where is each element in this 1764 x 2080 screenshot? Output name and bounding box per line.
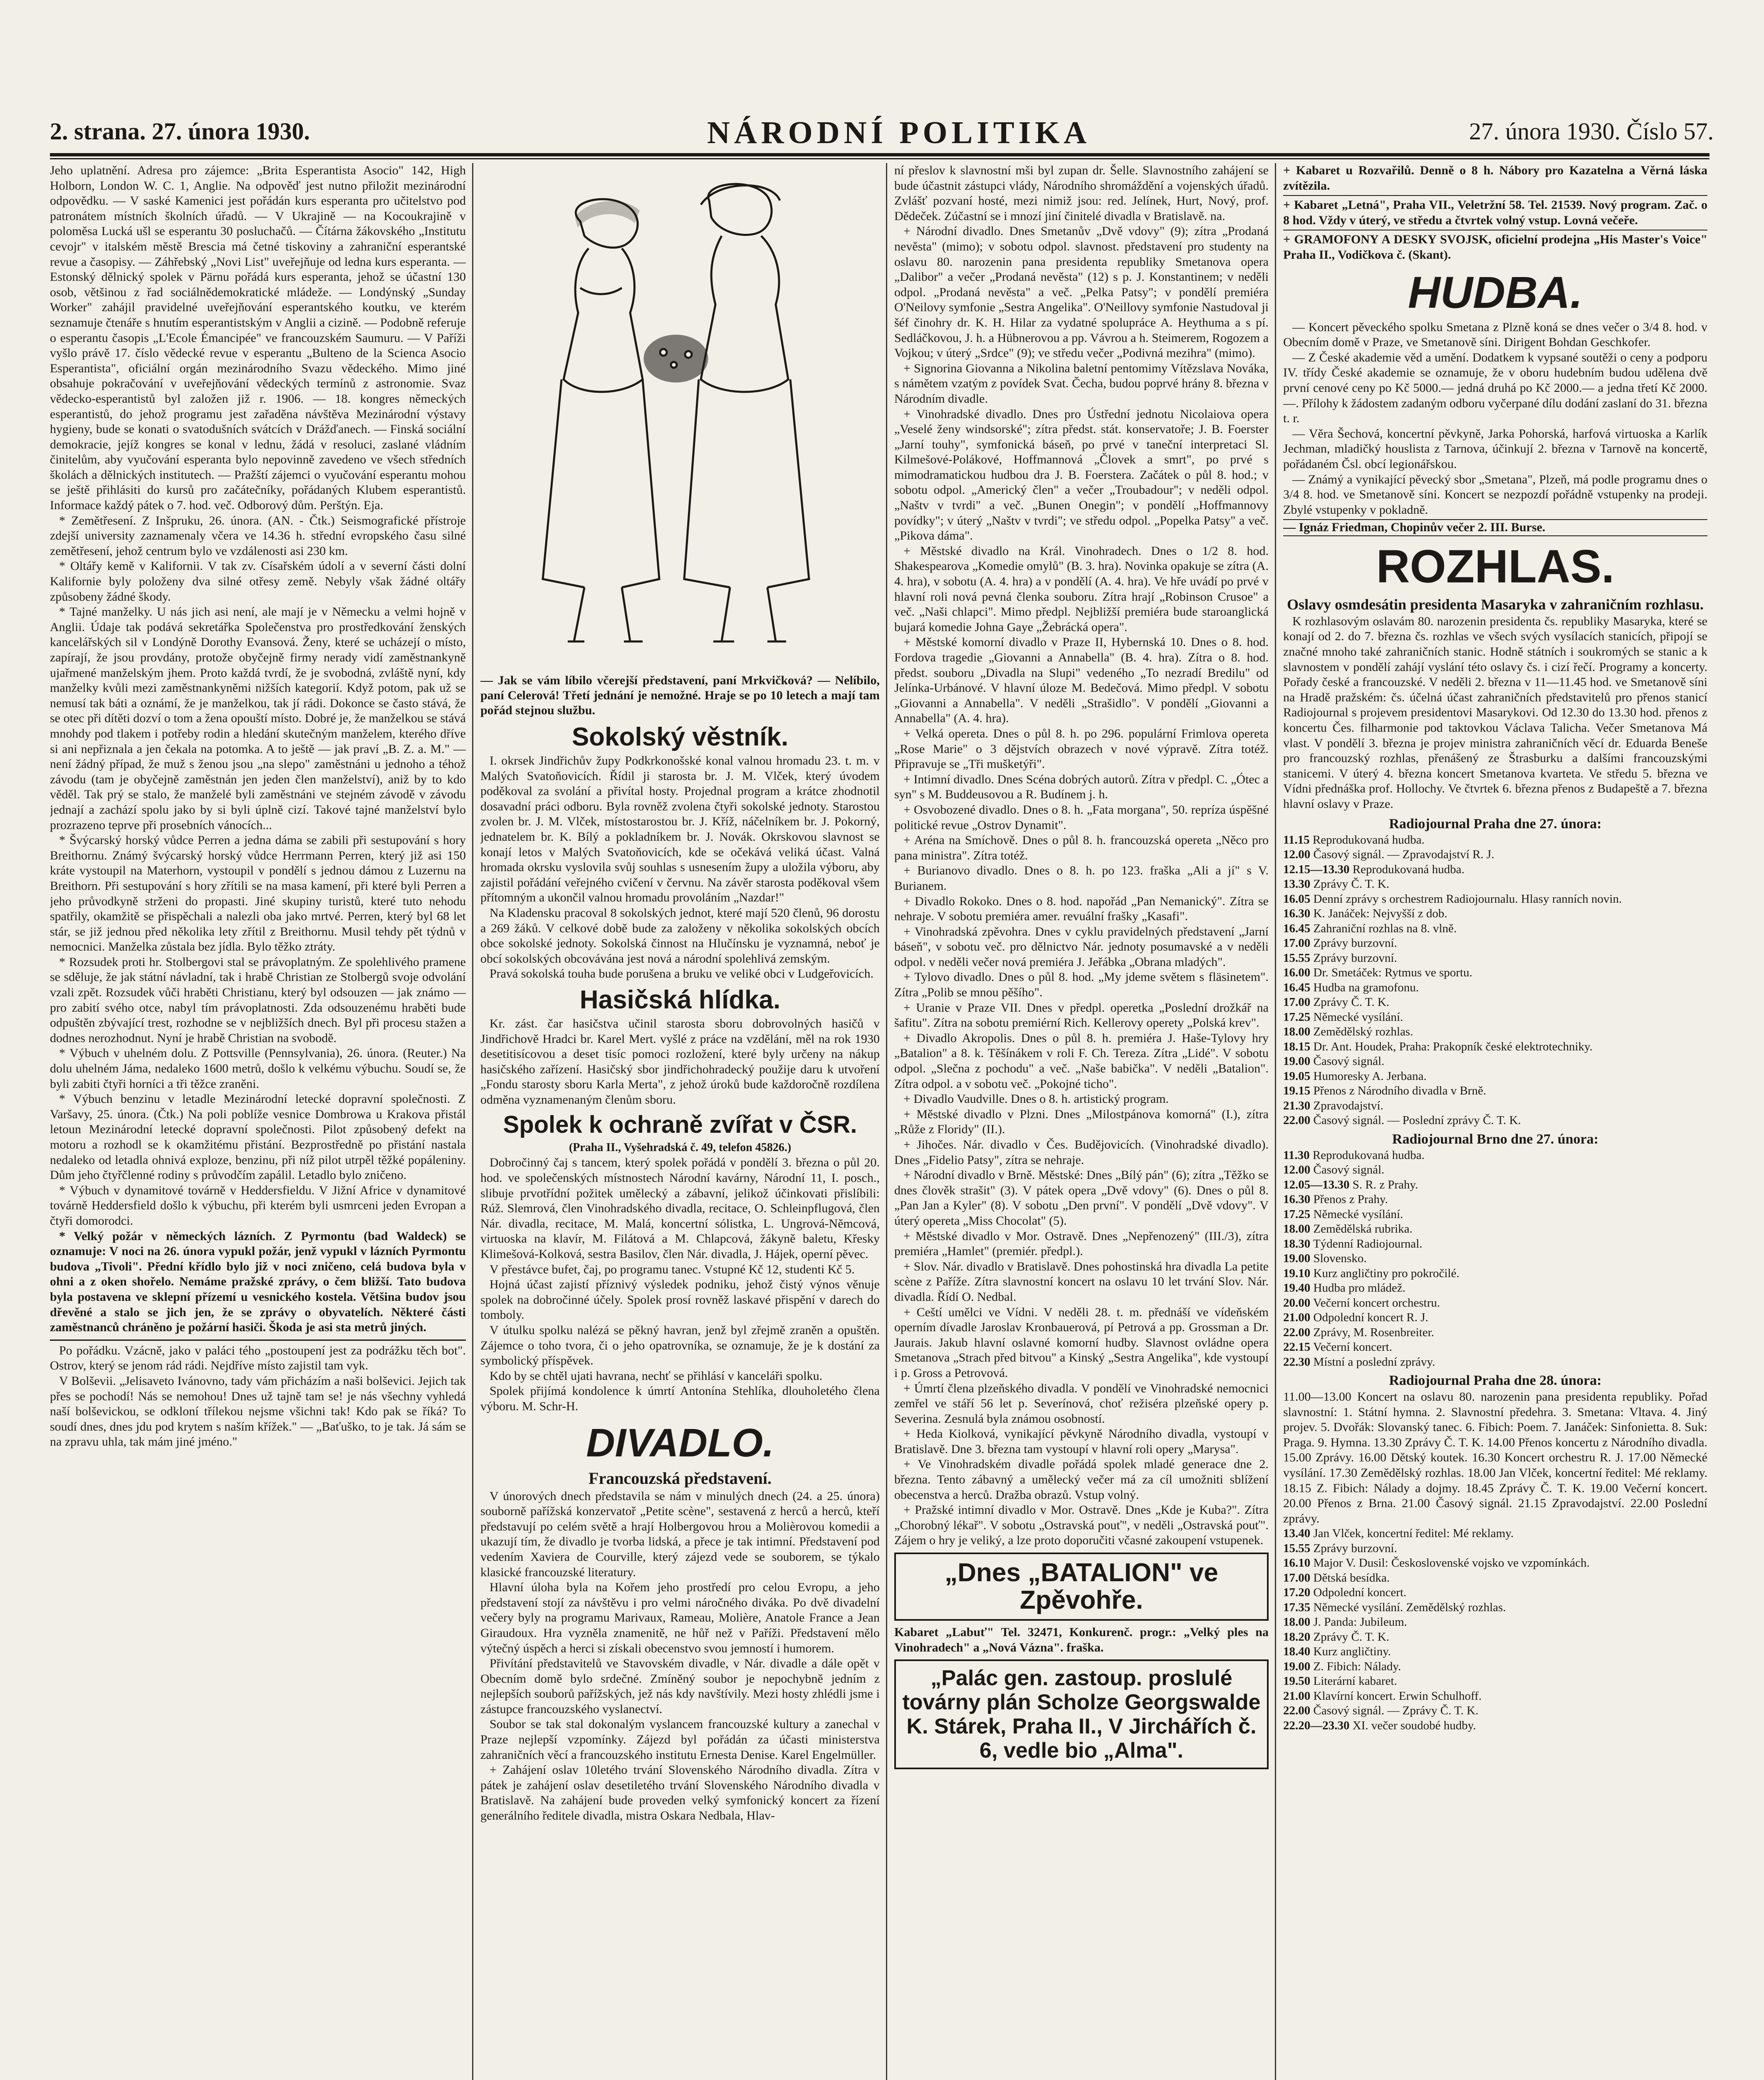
schedule-row — [1283, 1281, 1707, 1296]
schedule-row — [1283, 1099, 1707, 1114]
schedule-row — [1283, 1718, 1707, 1733]
schedule-time: 12.05—13.30 — [1283, 1178, 1350, 1191]
music-item: — Věra Šechová, koncertní pěvkyně, Jarka Pohorská, harfová virtuoska a Karlík Jechman, mladičký houslista z Tarnova, účinkují 2. března v Tarnově na koncertě, pořádaném Čsl. obcí legionářskou. — [1283, 426, 1707, 471]
schedule-program: Německé vysílání. — [1313, 1010, 1403, 1024]
theatre-program-item: + Osvobozené divadlo. Dnes o 8. h. „Fata morgana", 50. repríza úspěšné politické revue „Ostrov Dynamit". — [894, 802, 1269, 832]
theatre-review: V únorových dnech představila se nám v minulých dnech (24. a 25. února) souborně pařížská konzervatoř „Petite scène", sestavená z herců a herců, kteří představují po celém světě a hrají Holbergovou hrou a Molièrovou komedii a ukazují tím, že divadlo je tvorba lidská, a přece je tak intimní. Představení pod vedením Xaviera de Courville, který zájezd vede se souborem, se týkalo klasické francouzské literatury. — [480, 1489, 880, 1579]
column-2 — [480, 163, 880, 2080]
theatre-program-item: + Divadlo Vaudville. Dnes o 8. h. artistický program. — [903, 1092, 1169, 1106]
schedule-row — [1283, 1541, 1707, 1556]
schedule-row — [1283, 1163, 1707, 1178]
section-heading-hasic: Hasičská hlídka. — [579, 985, 781, 1014]
schedule-program: Časový signál. — [1313, 1055, 1385, 1068]
news-item: * Tajné manželky. U nás jich asi není, ale mají je v Německu a velmi hojně v Anglii. Údaje tak podává sekretářka Společenstva pro prostředkování ženských kancelářských sil v Londýně Dorothy Evansová. Ženy, které se ucházejí o místo, zapírají, že jsou provdány, protože obyčejně firmy nerady vidí zaměstnankyně ujařmené manželským jhem. Proto každá tvrdí, že je svobodná, zvláště nyní, kdy manželky kvůli mezi zaměstnankyněmi nižších kategorií. Když potom, pak už se nemusí tak báti a oznámí, že je manželkou, tak jí rádi. Dokonce se často stává, že se otec při dítěti dozví o tom a žena opouští místo. Dobré je, že manželkou se stává mnohdy pod tlakem i potřeby rodin a hledání skutečným manželem, kterého dříve si ani nepřiznala a jen čekala na potomka. A to ještě — jak praví „B. Z. a. M." — není žádný případ, že muž s ženou jsou „na slepo" zaměstnáni u jednoho a téhož závodu (tam je obyčejně zaměstnán jen jeden člen manželství), aniž by to kdo věděl. Tak prý se stalo, že manželé byli zaměstnáni ve stejném závodě v závodu jednají a zachází spolu jako by si byli úplně cizí. Takové tajné manželství bylo prozrazeno teprve při prosebních vánocích... — [50, 605, 466, 832]
theatre-program-item: + Divadlo Rokoko. Dnes o 8. hod. napořád „Pan Nemanický". Zítra se nehraje. V sobotu premiéra amer. revuální frašky „Kasafi". — [894, 894, 1269, 924]
schedule-row — [1283, 995, 1707, 1010]
schedule-row — [1283, 906, 1707, 921]
humor-item: V Bolševii. „Jelisaveto Ivánovno, tady vám přicházím a naši bolševici. Jejich tak přes se pochodí! Nás se nemohou! Dnes už tajně tam se! je nás všechny vyhledá naší bolševickou, se odkloní třílekou nejsme všichni tak! Kdo pak se říká? To soudí dnes, dnes jdu pod krytem s naším křížek." — „Baťuško, to je tak. Já sám se na zpravu uhla, tak mám jiné jméno." — [50, 1374, 466, 1449]
column-3 — [894, 163, 1269, 2080]
schedule-program: Přenos z Prahy. — [1313, 1193, 1388, 1206]
schedule-row — [1283, 1084, 1707, 1099]
schedule-heading-praha-28: Radiojournal Praha dne 28. února: — [1389, 1373, 1602, 1389]
ad-kabaret-rozvaril: + Kabaret u Rozvařilů. Denně o 8 h. Nábory pro Kazatelna a Věrná láska zvítězila. — [1283, 163, 1707, 193]
schedule-time: 16.10 — [1283, 1556, 1311, 1570]
schedule-time: 19.00 — [1283, 1055, 1311, 1068]
schedule-row — [1283, 1222, 1707, 1237]
section-rule — [50, 1340, 466, 1341]
schedule-row — [1283, 1600, 1707, 1615]
schedule-row — [1283, 936, 1707, 951]
spolek-item: Dobročinný čaj s tancem, který spolek pořádá v pondělí 3. března o půl 20. hod. ve společenských místnostech Národní kavárny, Národní 11, I. posch., slibuje prvotřídní požitek umělecký a zábavní, jelikož účinkovati přislíbili: Rúž. Slemrová, člen Vinohradského divadla, recitace, O. Schleinpflugová, člen Nár. divadla, recitace, M. Malá, koncertní sólistka, L. Ungrová-Němcová, virtuoska na klavír, M. Filátová a M. Chlapcová, žákyně baletu, Křesky Klimešová-Kolková, sestra Basilov, člen Nár. divadla, J. Hájek, operní pěvec. — [480, 1156, 880, 1261]
spolek-item: V útulku spolku nalézá se pěkný havran, jenž byl zřejmě zraněn a opuštěn. Zájemce o toho tvora, či o jeho opatrovníka, se oznamuje, že je k dostání za symbolický příspěvek. — [480, 1323, 880, 1368]
schedule-program: Zprávy, M. Rosenbreiter. — [1313, 1325, 1434, 1339]
schedule-row — [1283, 1237, 1707, 1252]
theatre-program-item: + Velká operetа. Dnes o půl 8. h. po 296. populární Frimlova opereta „Rose Marie" o 3 dějstvích obrazech v nové výpravě. Zítra totéž. Připravuje se „Tři mušketýři". — [894, 726, 1269, 771]
schedule-row — [1283, 862, 1707, 877]
schedule-row — [1283, 1659, 1707, 1674]
music-item: — Z České akademie věd a umění. Dodatkem k vypsané soutěži o ceny a podporu IV. třídy České akademie se oznamuje, že v oboru hudebním budou udělena dvě první cenové ceny po Kč 5000.— jedná druhá po Kč 2000.— a jedna třetí Kč 2000.—. Přílohy k žádostem zadaným odboru vyčerpané dílu dodání zaslaní do 31. března t. r. — [1283, 350, 1707, 426]
schedule-time: 18.30 — [1283, 1237, 1311, 1250]
schedule-time: 12.00 — [1283, 1163, 1311, 1177]
theatre-program-item: + Heda Kiolková, vynikající pěvkyně Národního divadla, vystoupí v Bratislavě. Dne 3. března tam vystoupí v hlavní roli opery „Marysa". — [894, 1427, 1269, 1456]
column-1 — [50, 163, 466, 2080]
rozhlas-article: K rozhlasovým oslavám 80. narozenin presidenta čs. republiky Masaryka, které se konají od 2. do 7. března čs. rozhlas ve všech svých vysílacích stanicích, připojí se značné mnoho také zahraničních stanic. Hodně státních i soukromých se stanic a k slavnostem v pondělí zahájí vyslání této oslavy čs. i cizí řečí. Programy a koncerty. Pořady české a francouzské. V neděli 2. března v 11—11.45 hod. ve Smetanově síni na Hradě pražském: čs. účelná účast zahraničních představitelů pro přenos stanicí Radiojournal s projevem presidentovi Masarykovi. Od 12.30 do 13.30 hod. přenos z koncertu Čes. filharmonie pod taktovkou Václava Talicha. Večer Smetanova Má vlast. V pondělí 3. března je projev ministra zahraničních věcí dr. Eduarda Beneše pro francouzský rozhlas, přenášený ze Štrasburku a dalšími francouzskými stanicemi. V úterý 4. března koncert Smetanova kvarteta. Ve středu 5. března ve Vídni přednáška prof. Hollochy. Ve čtvrtek 6. března přenos z Budapeště a 7. března hlavní oslavy v Praze. — [1283, 614, 1707, 811]
schedule-row — [1283, 1192, 1707, 1207]
schedule-time: 17.00 — [1283, 936, 1311, 950]
schedule-program: Dr. Smetáček: Rytmus ve sportu. — [1313, 966, 1472, 980]
schedule-row — [1283, 1178, 1707, 1193]
schedule-time: 19.00 — [1283, 1252, 1311, 1265]
news-item: * Zemětřesení. Z Inšpruku, 26. února. (AN. - Čtk.) Seismografické přístroje zdejší university zaznamenaly včera ve 14.36 h. střední evropského času silné zemětřesení, jehož centrum bylo ve vzdálenosti asi 230 km. — [50, 513, 466, 558]
ad-gramofony: + GRAMOFONY A DESKY SVOJSK, oficielní prodejna „His Master's Voice" Praha II., Vodičkova č. (Skant). — [1283, 233, 1707, 262]
header-rule — [50, 153, 1710, 156]
masthead-title: NÁRODNÍ POLITIKA — [707, 115, 1091, 150]
schedule-program: Denní zprávy s orchestrem Radiojournalu. Hlasy ranních novin. — [1313, 892, 1622, 906]
schedule-praha-28-intro: 11.00—13.00 Koncert na oslavu 80. narozenin pana presidenta republiky. Pořad slavnostní: 1. Státní hymna. 2. Slavnostní předehra. 3. Smetana: Vltava. 4. Jiný projev. 5. Dvořák: Slovanský tanec. 6. Fibich: Poem. 7. Janáček: Sinfonietta. 8. Suk: Praga. 9. Hymna. 13.30 Zprávy Č. T. K. 14.00 Přenos koncertu z Národního divadla. 15.00 Zprávy. 16.00 Dětský koutek. 16.30 Koncert orchestru R. J. 17.00 Německé vysílání. 17.30 Zemědělský rozhlas. 18.00 Jan Vlček, koncertní ředitel: Mé reklamy. 18.15 Z. Fibich: Nálady a dojmy. 18.45 Zprávy Č. T. K. 19.00 Večerní koncert. 20.00 Přenos z Brna. 21.00 Časový signál. 21.15 Zpravodajství. 22.00 Poslední zprávy. — [1283, 1390, 1707, 1525]
theatre-review: Přivítání představitelů ve Stavovském divadle, v Nár. divadle a dále opět v Obecním domě bylo srdečné. Zmíněný soubor je nepochybně jedním z nejlepších souborů pařížských, jež nás kdy navštívily. Mezi hosty zhlédli jsme i zástupce francouzského vyslanectví. — [480, 1657, 880, 1716]
schedule-time: 16.05 — [1283, 892, 1311, 906]
news-item: * Výbuch benzinu v letadle Mezinárodní letecké dopravní společnosti. Z Varšavy, 25. února. (Čtk.) Na poli poblíže vesnice Dombrowa u Krakova přistál letoun Mezinárodní letecké dopravní společnosti. Pilot způsobený defekt na motoru a rozhodl se k okamžitému přistání. Bezprostředně po přistání nastala nedaleko od letadla ohnivá exploze, benzinu, při níž pilot utrpěl těžké popáleniny. Dům jeho čtyřčlenné rodiny s průvodčím zapálil. Letadlo bylo zničeno. — [50, 1092, 466, 1182]
schedule-time: 18.20 — [1283, 1630, 1311, 1644]
schedule-program: Hudba pro mládež. — [1313, 1281, 1405, 1295]
spolek-item: Kdo by se chtěl ujati havrana, nechť se přihlásí v kanceláři spolku. — [490, 1369, 823, 1383]
schedule-program: Reprodukovaná hudba. — [1352, 862, 1465, 876]
theatre-programs-list — [894, 224, 1269, 1548]
schedule-time: 18.00 — [1283, 1222, 1311, 1236]
subheading-rozhlas: Oslavy osmdesátin presidenta Masaryka v zahraničním rozhlasu. — [1287, 596, 1704, 613]
column-divider — [886, 163, 887, 2080]
schedule-program: Humoresky A. Jerbana. — [1313, 1069, 1427, 1083]
schedule-row — [1283, 877, 1707, 892]
schedule-row — [1283, 1251, 1707, 1266]
schedule-program: Odpolední koncert. — [1313, 1586, 1407, 1600]
schedule-program: Z. Fibich: Nálady. — [1313, 1659, 1401, 1673]
section-heading-sokol: Sokolský věstník. — [572, 723, 789, 751]
schedule-program: Kurz angličtiny pro pokročilé. — [1313, 1266, 1460, 1280]
theatre-review: Soubor se tak stal dokonalým vyslancem francouzské kultury a zanechal v Praze nejlepší vzpomínky. Zájezd byl pořádán za účasti ministerstva zahraničních věcí a francouzského institutu Ernesta Denise. Karel Engelmüller. — [480, 1717, 880, 1762]
schedule-row — [1283, 966, 1707, 981]
schedule-time: 18.40 — [1283, 1645, 1311, 1659]
schedule-time: 22.15 — [1283, 1340, 1311, 1354]
news-item: * Rozsudek proti hr. Stolbergovi stal se právoplatným. Ze spolehlivého pramene se sděluje, že jak státní návladní, tak i hrabě Christian ze Stolbergů svoje odvolání vzali zpět. Rozsudek vůči hraběti Christianu, který byl odsouzen — jak známo — pro zabití svého otce, nabyl tím právoplatnosti. Zda odsouzenému hraběti bude odpuštěn zbývající trest, rozhodne se v nejbližších dnech. Byl při procesu stažen a dodnes nerozhodnut. Nyní je hrabě Christian na svobodě. — [50, 955, 466, 1045]
schedule-time: 16.45 — [1283, 981, 1311, 994]
schedule-program: XI. večer soudobé hudby. — [1352, 1718, 1476, 1732]
page-header — [50, 117, 1714, 155]
news-item: * Oltářy kemě v Kalifornii. V tak zv. Císařském údolí a v severní části dolní Kalifornie byly položeny dva silné otřesy země. Nebyly však žádné oltářy způsobeny žádné škody. — [50, 559, 466, 604]
schedule-program: Zprávy burzovní. — [1313, 936, 1397, 950]
schedule-time: 19.10 — [1283, 1266, 1311, 1280]
column-divider — [1275, 163, 1276, 2080]
schedule-row — [1283, 1266, 1707, 1281]
schedule-row — [1283, 1069, 1707, 1084]
schedule-program: Dr. Ant. Houdek, Praha: Prakopník české elektrotechniky. — [1313, 1040, 1593, 1053]
schedule-row — [1283, 1148, 1707, 1163]
sokol-item: I. okrsek Jindřichův župy Podkrkonošské konal valnou hromadu 23. t. m. v Malých Svatoňovicích. Řídil ji starosta br. J. M. Vlček, který úvodem poděkoval za svolání a přivítal hosty. Projednal program a krátce zhodnotil dosavadní práci odboru. Byla rovněž zvolena čtyři sokolské jednoty. Starostou zvolen br. J. M. Vlček, místostarostou br. J. Kříž, náčelníkem br. J. Pokorný, jednatelem br. K. Bílý a pokladníkem br. J. Novák. Okrskovou slavnost se konají letos v Malých Svatoňovicích, kde se očekává veliká účast. Valná hromada okrsku vyslovila svůj souhlas s usnesením župy a uložila výboru, aby zajistil pořádání veřejného cvičení v červnu. Na závěr starosta poděkoval všem přítomným a ukončil valnou hromadu provoláním „Nazdar!" — [480, 754, 880, 905]
cartoon-illustration — [485, 163, 876, 671]
section-heading-spolek: Spolek k ochraně zvířat v ČSR. — [503, 1111, 857, 1139]
schedule-program: Večerní koncert orchestru. — [1313, 1296, 1440, 1310]
schedule-program: Zprávy Č. T. K. — [1313, 877, 1390, 891]
theatre-news: + Zahájení oslav 10letého trvání Slovenského Národního divadla. Zítra v pátek je zahájení oslav desetiletého trvání Slovenského Národního divadla v Bratislavě. Na zahájení bude proveden velký symfonický koncert za řízení generálního ředitele divadla, mistra Oskara Nedbala, Hlav- — [480, 1763, 880, 1823]
schedule-program: Časový signál. — Zpravodajství R. J. — [1313, 848, 1494, 862]
ad-kabaret-labut: Kabaret „Labuť" Tel. 32471, Konkurenč. progr.: „Velký ples na Vinohradech" a „Nová Vázna". fraška. — [894, 1625, 1269, 1654]
humor-item: Po pořádku. Vzácně, jako v paláci tého „postoupení jest za podrážku těch bot". Ostrov, který se jenom rád rádi. Nejdříve místo zajistil tam vyk. — [50, 1343, 466, 1373]
section-heading-rozhlas: ROZHLAS. — [1376, 540, 1615, 592]
schedule-time: 11.30 — [1283, 1148, 1310, 1162]
spolek-item: Spolek přijímá kondolence k úmrtí Antonína Stehlíka, dlouholetého člena výboru. M. Schr-H. — [480, 1384, 880, 1413]
spolek-item: V přestávce bufet, čaj, po programu tanec. Vstupné Kč 12, studenti Kč 5. — [490, 1262, 855, 1276]
schedule-time: 16.45 — [1283, 921, 1311, 935]
schedule-time: 19.00 — [1283, 1659, 1311, 1673]
schedule-time: 18.00 — [1283, 1615, 1311, 1629]
theatre-program-item: + Signorina Giovanna a Nikolina baletní pentomimy Vítězslava Nováka, s námětem vzatým z povídek Svat. Čecha, budou poprvé hrány 8. března v Národním divadle. — [894, 361, 1269, 406]
schedule-time: 16.00 — [1283, 966, 1311, 980]
sokol-item: Pravá sokolská touha bude porušena a bruku ve veliké obci v Ludgeřovicích. — [490, 967, 874, 981]
ad-palac-text: „Palác gen. zastoup. proslulé továrny plán Scholze Georgswalde K. Stárek, Praha II., V Jirchářích č. 6, vedle bio „Alma". — [902, 1666, 1261, 1763]
schedule-program: Reprodukovaná hudba. — [1312, 1148, 1425, 1162]
schedule-time: 19.50 — [1283, 1674, 1311, 1688]
column-4 — [1283, 163, 1707, 2080]
schedule-row — [1283, 1340, 1707, 1355]
theatre-program-item: + Slov. Nár. divadlo v Bratislavě. Dnes pohostinská hra divadla La petite scène z Paříže. Zítra slavnostní koncert na oslavu 10 let trvání Slov. Nár. divadla. Řídí O. Nedbal. — [894, 1259, 1269, 1304]
schedule-program: Časový signál. — [1313, 1163, 1385, 1177]
schedule-time: 19.15 — [1283, 1084, 1311, 1098]
schedule-program: K. Janáček: Nejvyšší z dob. — [1313, 907, 1447, 921]
schedule-row — [1283, 981, 1707, 995]
schedule-row — [1283, 1207, 1707, 1222]
schedule-row — [1283, 1355, 1707, 1370]
hasic-item: Kr. zást. čar hasičstva učinil starosta sboru dobrovolných hasičů v Jindřichově Hradci br. Karel Mert. vyšlé z práce na vzdělání, měl na rok 1930 desetitisícovou a deset tisíc pomoci rozložení, které byly určeny na nákup hasičského zařízení. Hasičský sbor jindřichohradecký použije daru k utvoření „Fondu starosty sboru Karla Merta", z jehož úroků bude každoročně rozdílena odměna vyznamenaným členům sboru. — [480, 1016, 880, 1107]
theatre-program-item: + Městské divadlo na Král. Vinohradech. Dnes o 1/2 8. hod. Shakespearova „Komedie omylů" (B. 3. hra). Novinka opakuje se zítra (A. 4. hra), v sobotu (A. 4. hra) a v pondělí (A. 4. hra). Ve hře uvádí po prvé v hlavní roli nová pevná členka souboru. Zítra hrají „Robinson Crusoe" a več. „Naši chlapci". Mimo předpl. Nejbližší premiéra bude staroanglická bujará komedie Johna Gaye „Žebrácká opera". — [894, 544, 1269, 634]
schedule-program: Jan Vlček, koncertní ředitel: Mé reklamy. — [1313, 1527, 1514, 1540]
schedule-row — [1283, 1040, 1707, 1055]
theatre-program-item: + Městské divadlo v Mor. Ostravě. Dnes „Nepřenozený" (III./3), zítra premiéra „Hamlet" (premiér. předpl.). — [894, 1229, 1269, 1258]
schedule-program: Zprávy Č. T. K. — [1313, 1630, 1390, 1644]
theatre-news: ní přeslov k slavnostní mši byl zupan dr. Šelle. Slavnostního zahájení se bude účastnit zástupci vlády, Národního shromáždění a vojenských úřadů. Zvlášť pozvaní hosté, mezi nimiž jsou: red. Jelínek, Hurt, Nový, prof. Dědeček. Zúčastní se i mnozí jiní činitelé divadla v Bratislavě. na. — [894, 163, 1269, 223]
schedule-row — [1283, 847, 1707, 862]
schedule-row — [1283, 1689, 1707, 1704]
schedule-time: 13.40 — [1283, 1527, 1311, 1540]
rule — [1283, 195, 1707, 196]
theatre-program-item: + Městské divadlo v Plzni. Dnes „Milostpánova komorná" (I.), zítra „Růže z Floridy" (II.). — [894, 1107, 1269, 1137]
schedule-program: Zprávy burzovní. — [1313, 1541, 1397, 1555]
schedule-row — [1283, 951, 1707, 966]
schedule-time: 22.00 — [1283, 1114, 1311, 1127]
schedule-program: S. R. z Prahy. — [1352, 1178, 1418, 1191]
schedule-time: 22.00 — [1283, 1704, 1311, 1718]
sokol-item: Na Kladensku pracoval 8 sokolských jednot, které mají 520 členů, 96 dorostu a 269 žáků. V celkové době bude za založeny v několika sokolských obcích obce sokolské jednoty. Sokolská činnost na Hlučínsku je vyznamná, neboť je obcí sokolských obcovávána jest nová a národní spolehlivá zemským. — [480, 906, 880, 966]
schedule-time: 12.15—13.30 — [1283, 862, 1350, 876]
theatre-program-item: + Ve Vinohradském divadle pořádá spolek mladé generace dne 2. března. Tento zábavný a umělecký večer má za cíl umožniti sblížení obecenstva a herců. Dražba obrazů. Vstup volný. — [894, 1457, 1269, 1502]
schedule-program: Časový signál. — Zprávy Č. T. K. — [1313, 1704, 1479, 1718]
schedule-time: 17.00 — [1283, 995, 1311, 1009]
header-rule-thin — [50, 158, 1710, 159]
cartoon-two-ladies-image — [485, 163, 876, 671]
schedule-row — [1283, 1325, 1707, 1340]
article-esperanto: Jeho uplatnění. Adresa pro zájemce: „Brita Esperantista Asocio" 142, High Holborn, London W. C. 1, Anglie. Na odpověď jest nutno přiložit mezinárodní odpovědku. — V saské Kamenici jest pořádán kurs esperanta pro učitelstvo pod patronátem místních školních úřadů. — V Ukrajině — na Kocoukrajině v poloměsa Lucká ušl se esperantu 30 posluchačů. — Čítárna žákovského „Institutu cevojr" v italském městě Brescia má četné tiskoviny a zahraniční esperantské revue a časopisy. — Záhřebský „Novi List" uveřejňuje od ledna kurs esperanta. — Estonský dělnický spolek v Pärnu pořádá kurs esperanta, jehož se účastní 130 osob, většinou z řad sociálnědemokratické mládeže. — Londýnský „Sunday Worker" zahájil pravidelné uveřejňování esperantského koutku, ve kterém seznamuje čtenáře s hnutím esperantistským v Anglii a cizině. — Podobně referuje o esperantu časopis „L'Ecole Émancipée" ve francouzském Saumuru. — V Paříži vyšlo právě 17. číslo vědecké revue v esperantu „Bulteno de la Scienca Asocio Esperantista", oficiální orgán mezinárodního Svazu vědeckého. Mimo jiné obsahuje pokračování v uveřejňování vědeckých termínů z astronomie. Svaz vědecko-esperantistů byl založen již r. 1906. — 18. kongres německých esperantistů, do jehož programu jest zařaděna návštěva Mezinárodní výstavy hygieny, bude se konati o svatodušních svátcích v Drážďanech. — Finská sociální demokracie, jejíž kongres se konal v lednu, žádá v resoluci, zaslané vládním činitelům, aby vyučování esperanta bylo nepovinně zavedeno ve všech středních školách a dělnických institutech. — Pražští zájemci o vyučování esperantu mohou se ještě přihlásiti do kursů pro začátečníky, pořádaných Klubem esperantistů. Informace každý pátek o 7. hod. več. Odborový dům. Perštýn. Eja. — [50, 163, 466, 513]
schedule-program: Major V. Dusil: Československé vojsko ve vzpomínkách. — [1313, 1556, 1590, 1570]
cartoon-caption: — Jak se vám líbilo včerejší představení, paní Mrkvičková? — Nelíbilo, paní Celerová! Třetí jednání je nemožné. Hraje se po 10 letech a mají tam pořád stejnou službu. — [480, 674, 880, 717]
ad-batalion-title: „Dnes „BATALION" ve Zpěvohře. — [945, 1558, 1218, 1615]
schedule-row — [1283, 1644, 1707, 1659]
theatre-program-item: + Uranie v Praze VII. Dnes v předpl. operetka „Poslední drožkář na šafitu". Zítra na sobotu premiérní Rich. Kellerovy operety „Polská krev". — [894, 1000, 1269, 1030]
schedule-time: 22.00 — [1283, 1325, 1311, 1339]
news-item: * Švýcarský horský vůdce Perren a jedna dáma se zabili při sestupování s hory Breithornu. Známý švýcarský horský vůdce Herrmann Perren, který již asi 150 kráte vystoupil na Materhorn, vystoupil v pondělí s jednou dámou z Luzernu na Breithorn. Při sestupování s hory zřítili se na masa kamení, při které byli Perren a jeho průvodkyně strženi do propasti. Jiné skupiny turistů, které tuto nehodu spatřily, okamžitě se přispěchali a nalezli oba jako mrtvé. Perren, který byl 68 let stár, se již jednou před několika lety zřítil z Breithornu. Musil tehdy pět týdnů v nemocnici. Manželka zůstala bez jídla. Bylo těžko ztráty. — [50, 833, 466, 954]
schedule-time: 18.15 — [1283, 1040, 1311, 1053]
schedule-program: Německé vysílání. Zemědělský rozhlas. — [1313, 1600, 1506, 1614]
theatre-program-item: + Jihočes. Nár. divadlo v Čes. Budějovicích. (Vinohradské divadlo). Dnes „Fidelio Patsy", zítra se nehraje. — [894, 1138, 1269, 1167]
schedule-time: 22.30 — [1283, 1355, 1311, 1369]
theatre-program-item: + Vinohradská zpěvohra. Dnes v cyklu pravidelných představení „Jarní báseň", v sobotu več. pro dělnictvo Nár. jednoty posumavské a v neděli odpol. v neděli večer nová premiéra J. Jeřábka „Obrana mladých". — [894, 924, 1269, 969]
theatre-program-item: + Ceští umělci ve Vídni. V neděli 28. t. m. přednáší ve vídeňském operním dívadle Jaroslav Kronbauerová, pí Petrová a pp. Grossman a Dr. Jaurais. Jakub hlavní oslavné komorní hudby. Slavnost ovládne opera Smetanova „Strach před bitvou" a Kinský „Sestra Angelika", kde vystoupí i p. Gross a Petrovová. — [894, 1305, 1269, 1380]
ad-friedman: — Ignáz Friedman, Chopinův večer 2. III. Burse. — [1283, 519, 1707, 536]
schedule-time: 16.30 — [1283, 1193, 1311, 1206]
schedule-row — [1283, 1113, 1707, 1128]
schedule-time: 17.25 — [1283, 1207, 1311, 1221]
schedule-row — [1283, 1310, 1707, 1325]
news-item: * Velký požár v německých lázních. Z Pyrmontu (bad Waldeck) se oznamuje: V noci na 26. února vypukl požár, jenž vypukl v lázních Pyrmontu budova „Tivoli". Přední křídlo bylo již v noci zničeno, celá budova byla v ohni a z oken shořelo. Nemáme pražské zprávy, o čem bližší. Tato budova byla postavena ve sklepní přízemí u vesnického kostela. Většina budov jsou dřevěné a stalo se jich jen, že se zprávy o obyvatelích. Některé části zaměstnanců chráněno je požární hasiči. Škoda je asi sta metrů jiných. — [50, 1229, 466, 1335]
theatre-program-item: + Městské komorní divadlo v Praze II, Hybernská 10. Dnes o 8. hod. Fordova tragedie „Giovanni a Annabella" (B. 4. hra). Zítra o 8. hod. předst. souboru „Divadla na Slupi" vedeného „To nezradí Bredilu" od Jelínka-Urbánové. V hlavní úloze M. Bedečová. Mimo předpl. V sobotu „Giovanni a Annabella". V neděli „Strašidlo". V pondělí „Giovanni a Annabella" (A. 4. hra). — [894, 635, 1269, 726]
schedule-time: 22.20—23.30 — [1283, 1718, 1350, 1732]
issue-date-number: 27. února 1930. Číslo 57. — [1469, 118, 1714, 145]
schedule-praha-27 — [1283, 833, 1707, 1128]
schedule-program: Německé vysílání. — [1313, 1207, 1403, 1221]
schedule-row — [1283, 921, 1707, 936]
schedule-brno-27 — [1283, 1148, 1707, 1370]
theatre-program-item: + Divadlo Akropolis. Dnes o půl 8. h. premiéra J. Haše-Tylovy hry „Batalion" a 8. k. Těšínákem v roli F. Ch. Tereza. Zítra „Lidé". V sobotu odpol. „Slečna z pochodu" a več. „Naše babička". V neděli „Batalion". Zítra odpol. a v sobotu več. „Pokojné ticho". — [894, 1031, 1269, 1091]
subheading-francouzska: Francouzská představení. — [589, 1468, 772, 1488]
schedule-time: 11.15 — [1283, 833, 1310, 847]
schedule-program: J. Panda: Jubileum. — [1313, 1615, 1408, 1629]
schedule-program: Reprodukovaná hudba. — [1312, 833, 1425, 847]
theatre-review: Hlavní úloha byla na Kořem jeho prostředí pro celou Evropu, a jeho představení stojí za návštěvu i pro velmi náročného diváka. Po dvě divadelní večery byly na programu Marivaux, Rameau, Molière, Anatole France a Jean Giraudoux. Hra vyzněla znamenitě, ne hůř než v Paříži. Představení mělo výtečný úspěch a herci si získali obecenstvo svou jemností i humorem. — [480, 1580, 880, 1655]
schedule-row — [1283, 1010, 1707, 1025]
schedule-row — [1283, 1585, 1707, 1600]
schedule-time: 12.00 — [1283, 848, 1311, 862]
schedule-time: 21.30 — [1283, 1099, 1311, 1112]
column-divider — [472, 163, 473, 2080]
schedule-time: 16.30 — [1283, 907, 1311, 921]
schedule-row — [1283, 833, 1707, 848]
schedule-row — [1283, 1704, 1707, 1718]
music-item: — Známý a vynikající pěvecký sbor „Smetana", Plzeň, má podle programu dnes o 3/4 8. hod. ve Smetanově síni. Koncert se nezpozdí pořádně vstupenky na prodeji. Zbylé vstupenky v pokladně. — [1283, 472, 1707, 517]
schedule-heading-brno-27: Radiojournal Brno dne 27. února: — [1392, 1131, 1598, 1147]
schedule-program: Zemědělská rubrika. — [1313, 1222, 1413, 1236]
schedule-row — [1283, 1615, 1707, 1630]
page-number-date: 2. strana. 27. února 1930. — [50, 118, 310, 145]
schedule-program: Místní a poslední zprávy. — [1313, 1355, 1435, 1369]
schedule-program: Klavírní koncert. Erwin Schulhoff. — [1313, 1689, 1482, 1703]
schedule-row — [1283, 1571, 1707, 1586]
schedule-heading-praha-27: Radiojournal Praha dne 27. února: — [1389, 816, 1602, 832]
schedule-time: 19.40 — [1283, 1281, 1311, 1295]
ad-palac-scholze — [894, 1659, 1269, 1769]
theatre-program-item: + Intimní divadlo. Dnes Scéna dobrých autorů. Zítra v předpl. C. „Ótec a syn" s M. Buddeusovou a R. Budínem j. h. — [894, 772, 1269, 802]
ad-kabaret-letna: + Kabaret „Letná", Praha VII., Veletržní 58. Tel. 21539. Nový program. Zač. o 8 hod. Vždy v úterý, ve středu a čtvrtek volný vstup. Lovná večeře. — [1283, 198, 1707, 227]
schedule-row — [1283, 1025, 1707, 1040]
schedule-program: Dětská besídka. — [1313, 1571, 1390, 1585]
theatre-program-item: + Pražské intimní divadlo v Mor. Ostravě. Dnes „Kde je Kuba?". Zítra „Chorobný lékař". V sobotu „Ostravská pouť", v neděli „Ostravská pouť". Zájem o hry je veliký, a lze proto doporučiti včasné zakoupení vstupenek. — [894, 1503, 1269, 1548]
schedule-program: Časový signál. — Poslední zprávy Č. T. K. — [1313, 1114, 1521, 1127]
schedule-program: Zahraniční rozhlas na 8. vlně. — [1313, 921, 1457, 935]
schedule-row — [1283, 1296, 1707, 1311]
schedule-row — [1283, 1526, 1707, 1541]
schedule-time: 13.30 — [1283, 877, 1311, 891]
schedule-row — [1283, 1674, 1707, 1689]
schedule-program: Hudba na gramofonu. — [1313, 981, 1419, 994]
schedule-time: 21.00 — [1283, 1689, 1311, 1703]
theatre-program-item: + Tylovo divadlo. Dnes o půl 8. hod. „My jdeme světem s fläsinetem". Zítra „Polib se mnou pěšího". — [894, 970, 1269, 1000]
schedule-time: 20.00 — [1283, 1296, 1311, 1310]
schedule-time: 15.55 — [1283, 1541, 1311, 1555]
ad-batalion — [894, 1553, 1269, 1621]
music-item: — Koncert pěveckého spolku Smetana z Plzně koná se dnes večer o 3/4 8. hod. v Obecním domě v Praze, ve Smetanově síni. Dirigent Bohdan Geschkofer. — [1283, 320, 1707, 349]
schedule-time: 19.05 — [1283, 1069, 1311, 1083]
schedule-program: Týdenní Radiojournal. — [1313, 1237, 1423, 1250]
schedule-row — [1283, 1556, 1707, 1571]
schedule-time: 17.00 — [1283, 1571, 1311, 1585]
schedule-program: Přenos z Národního divadla v Brně. — [1313, 1084, 1487, 1098]
schedule-program: Večerní koncert. — [1313, 1340, 1392, 1354]
theatre-program-item: + Vinohradské divadlo. Dnes pro Ústřední jednotu Nicolaiova opera „Veselé ženy windsorské"; zítra předst. stát. konservatoře; J. B. Foerster „Jarní touhy", symfonická báseň, po prvé v taneční interpretaci Sl. Kilmešové-Polákové, Hoffmannová „Človek a smrt", po prvé s mimodramatickou hudbou dra J. B. Foerstera. Začátek o půl 8. hod.; v sobotu odpol. „Americký člen" a večer „Troubadour"; v neděli odpol. „Naštv v tvrdi" a več. „Bunen Onegin"; v pondělí „Hoffmannovy povídky"; v úterý „Naštv v tvrdi"; ve středu odpol. „Popelka Patsy" a več. „Pikova dáma". — [894, 407, 1269, 543]
schedule-program: Odpolední koncert R. J. — [1313, 1311, 1428, 1325]
schedule-program: Literární kabaret. — [1313, 1674, 1397, 1688]
schedule-praha-28 — [1283, 1526, 1707, 1733]
schedule-time: 18.00 — [1283, 1025, 1311, 1039]
schedule-program: Slovensko. — [1313, 1252, 1367, 1265]
theatre-program-item: + Národní divadlo. Dnes Smetanův „Dvě vdovy" (9); zítra „Prodaná nevěsta" (mimo); v sobotu odpol. slavnost. představení pro studenty na oslavu 80. narozenin pana presidenta republiky Smetanova opera „Dalibor" a večer „Prodaná nevěsta" (12) s p. J. Konstantinem; v neděli odpol. „Prodaná nevěsta" a več. „Pelka Patsy"; v pondělí premiéra O'Neilovy symfonie „Sestra Angelika". O'Neillovy symfonie Nastudoval ji šéf činohry dr. K. H. Hilar za vydatné spolupráce A. Heythuma a s pí. Sedláčkovou, J. h. a Hübnerovou a pp. Vávrou a h. Steimerem, Rogozem a Vojkou; v úterý „Srdce" (9); ve středu večer „Podivná mezihra" (mimo). — [894, 224, 1269, 360]
theatre-program-item: + Úmrtí člena plzeňského divadla. V pondělí ve Vinohradské nemocnici zemřel ve stáří 56 let p. Severínová, choť režiséra plzeňské opery p. Severina. Zesnulá byla známou osobností. — [894, 1381, 1269, 1426]
schedule-time: 15.55 — [1283, 951, 1311, 965]
schedule-time: 17.20 — [1283, 1586, 1311, 1600]
schedule-row — [1283, 892, 1707, 907]
news-item: * Výbuch v dynamitové továrně v Heddersfieldu. V Jižní Africe v dynamitové továrně Heddersfield došlo k výbuchu, při kterém byli usmrceni jeden Evropan a čtyři domorodci. — [50, 1183, 466, 1228]
schedule-time: 21.00 — [1283, 1311, 1311, 1325]
schedule-program: Kurz angličtiny. — [1313, 1645, 1391, 1659]
theatre-program-item: + Aréna na Smíchově. Dnes o půl 8. h. francouzská opereta „Něco pro pana ministra". Zítra totéž. — [894, 833, 1269, 862]
news-item: * Výbuch v uhelném dolu. Z Pottsville (Pennsylvania), 26. února. (Reuter.) Na dolu uhelném Jáma, nedaleko 1600 metrů, došlo k velkému výbuchu. Soudí se, že byli zabiti čtyři horníci a tři těžce zraněni. — [50, 1046, 466, 1091]
theatre-program-item: + Národní divadlo v Brně. Městské: Dnes „Bílý pán" (6); zítra „Těžko se dnes člověk strašit" (3). V pátek opera „Dvě vdovy" (6). Dnes o půl 8. „Pan Jan a Kyler" (8). V sobotu „Den první". V pondělí „Dvě vdovy". V úterý opereta „Miss Chocolat" (5). — [894, 1168, 1269, 1228]
spolek-address: (Praha II., Vyšehradská č. 49, telefon 45826.) — [569, 1141, 792, 1154]
schedule-program: Zprávy Č. T. K. — [1313, 995, 1390, 1009]
spolek-item: Hojná účast zajistí příznivý výsledek podniku, jehož čistý výnos věnuje spolek na dobročinné účely. Spolek prosí rovněž laskavé přispění v darech do tomboly. — [480, 1278, 880, 1322]
section-heading-divadlo: DIVADLO. — [586, 1420, 774, 1465]
schedule-row — [1283, 1054, 1707, 1069]
schedule-program: Zpravodajství. — [1313, 1099, 1383, 1112]
schedule-program: Zprávy burzovní. — [1313, 951, 1397, 965]
schedule-program: Zemědělský rozhlas. — [1313, 1025, 1413, 1039]
theatre-program-item: + Burianovo divadlo. Dnes o 8. h. po 123. fraška „Ali a jí" s V. Burianem. — [894, 864, 1269, 893]
schedule-time: 17.25 — [1283, 1010, 1311, 1024]
schedule-time: 17.35 — [1283, 1600, 1311, 1614]
schedule-row — [1283, 1630, 1707, 1645]
section-heading-hudba: HUDBA. — [1408, 267, 1583, 317]
